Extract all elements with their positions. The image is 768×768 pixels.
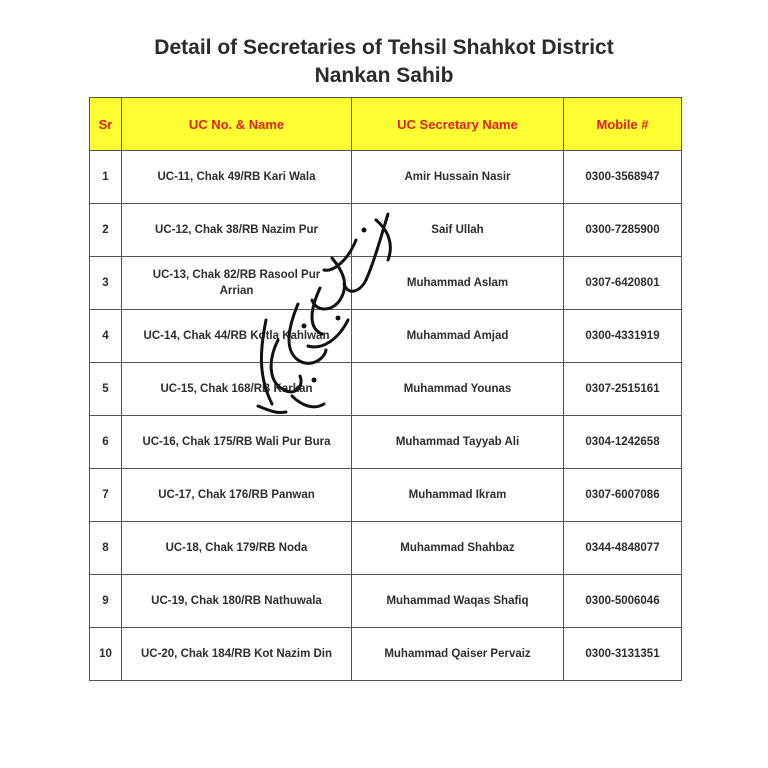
cell-uc: UC-12, Chak 38/RB Nazim Pur bbox=[122, 204, 352, 257]
header-uc: UC No. & Name bbox=[122, 98, 352, 151]
cell-secretary: Muhammad Younas bbox=[352, 363, 564, 416]
page-title bbox=[0, 34, 768, 90]
cell-uc: UC-18, Chak 179/RB Noda bbox=[122, 522, 352, 575]
table-row bbox=[90, 575, 682, 628]
table-row bbox=[90, 151, 682, 204]
table-row bbox=[90, 628, 682, 681]
cell-uc: UC-13, Chak 82/RB Rasool Pur Arrian bbox=[122, 257, 352, 310]
cell-secretary: Amir Hussain Nasir bbox=[352, 151, 564, 204]
secretaries-table bbox=[89, 97, 682, 681]
table-row bbox=[90, 363, 682, 416]
cell-mobile: 0344-4848077 bbox=[564, 522, 682, 575]
table-row bbox=[90, 310, 682, 363]
header-secretary: UC Secretary Name bbox=[352, 98, 564, 151]
cell-sr: 3 bbox=[90, 257, 122, 310]
cell-secretary: Muhammad Waqas Shafiq bbox=[352, 575, 564, 628]
cell-mobile: 0300-3568947 bbox=[564, 151, 682, 204]
cell-uc: UC-17, Chak 176/RB Panwan bbox=[122, 469, 352, 522]
table-row bbox=[90, 522, 682, 575]
cell-sr: 6 bbox=[90, 416, 122, 469]
cell-sr: 10 bbox=[90, 628, 122, 681]
cell-mobile: 0300-5006046 bbox=[564, 575, 682, 628]
cell-mobile: 0300-7285900 bbox=[564, 204, 682, 257]
cell-secretary: Muhammad Ikram bbox=[352, 469, 564, 522]
cell-secretary: Muhammad Tayyab Ali bbox=[352, 416, 564, 469]
cell-secretary: Muhammad Qaiser Pervaiz bbox=[352, 628, 564, 681]
cell-sr: 1 bbox=[90, 151, 122, 204]
cell-sr: 9 bbox=[90, 575, 122, 628]
cell-sr: 4 bbox=[90, 310, 122, 363]
table-row bbox=[90, 469, 682, 522]
cell-sr: 8 bbox=[90, 522, 122, 575]
cell-secretary: Muhammad Shahbaz bbox=[352, 522, 564, 575]
cell-sr: 5 bbox=[90, 363, 122, 416]
cell-uc: UC-14, Chak 44/RB Kotla Kahlwan bbox=[122, 310, 352, 363]
cell-secretary: Muhammad Amjad bbox=[352, 310, 564, 363]
cell-mobile: 0300-3131351 bbox=[564, 628, 682, 681]
table-row bbox=[90, 416, 682, 469]
cell-mobile: 0304-1242658 bbox=[564, 416, 682, 469]
table-row bbox=[90, 257, 682, 310]
header-mobile: Mobile # bbox=[564, 98, 682, 151]
cell-sr: 2 bbox=[90, 204, 122, 257]
cell-sr: 7 bbox=[90, 469, 122, 522]
cell-uc: UC-15, Chak 168/RB Karkan bbox=[122, 363, 352, 416]
table-row bbox=[90, 204, 682, 257]
header-sr: Sr bbox=[90, 98, 122, 151]
header-row bbox=[90, 98, 682, 151]
cell-uc: UC-16, Chak 175/RB Wali Pur Bura bbox=[122, 416, 352, 469]
cell-secretary: Muhammad Aslam bbox=[352, 257, 564, 310]
title-line-1: Detail of Secretaries of Tehsil Shahkot District bbox=[154, 36, 614, 59]
cell-uc: UC-20, Chak 184/RB Kot Nazim Din bbox=[122, 628, 352, 681]
cell-mobile: 0307-2515161 bbox=[564, 363, 682, 416]
cell-mobile: 0300-4331919 bbox=[564, 310, 682, 363]
cell-uc: UC-19, Chak 180/RB Nathuwala bbox=[122, 575, 352, 628]
cell-secretary: Saif Ullah bbox=[352, 204, 564, 257]
cell-mobile: 0307-6007086 bbox=[564, 469, 682, 522]
cell-uc: UC-11, Chak 49/RB Kari Wala bbox=[122, 151, 352, 204]
cell-mobile: 0307-6420801 bbox=[564, 257, 682, 310]
title-line-2: Nankan Sahib bbox=[314, 64, 454, 87]
